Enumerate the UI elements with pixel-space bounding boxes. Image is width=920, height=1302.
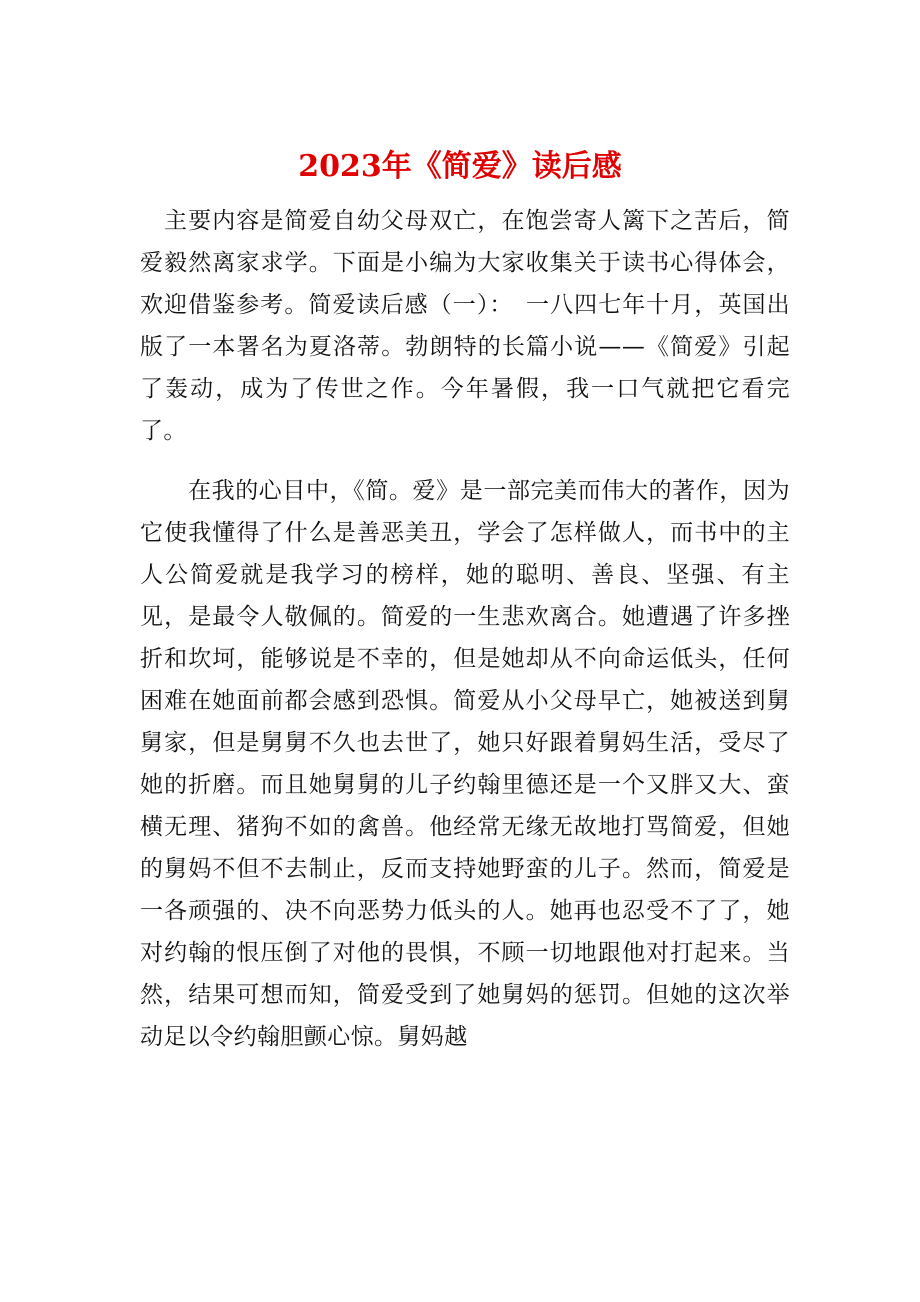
paragraph-main: 在我的心目中，《简。爱》是一部完美而伟大的著作，因为它使我懂得了什么是善恶美丑，学会了怎样做人，而书中的主人公简爱就是我学习的榜样，她的聪明、善良、坚强、有主见，是最令人敬佩的。简爱的一生悲欢离合。她遭遇了许多挫折和坎坷，能够说是不幸的，但是她却从不向命运低头，任何困难在她面前都会感到恐惧。简爱从小父母早亡，她被送到舅舅家，但是舅舅不久也去世了，她只好跟着舅妈生活，受尽了她的折磨。而且她舅舅的儿子约翰里德还是一个又胖又大、蛮横无理、猪狗不如的禽兽。他经常无缘无故地打骂简爱，但她的舅妈不但不去制止，反而支持她野蛮的儿子。然而，简爱是一各顽强的、决不向恶势力低头的人。她再也忍受不了了，她对约翰的恨压倒了对他的畏惧，不顾一切地跟他对打起来。当然，结果可想而知，简爱受到了她舅妈的惩罚。但她的这次举动足以令约翰胆颤心惊。舅妈越 <box>140 478 790 1050</box>
paragraph-intro: 主要内容是简爱自幼父母双亡，在饱尝寄人篱下之苦后，简爱毅然离家求学。下面是小编为大家收集关于读书心得体会，欢迎借鉴参考。简爱读后感（一）： 一八四七年十月，英国出版了一本署名为夏洛蒂。勃朗特的长篇小说——《简爱》引起了轰动，成为了传世之作。今年暑假，我一口气就把它看完了。 <box>140 208 790 444</box>
document-title: 2023年《简爱》读后感 <box>298 149 622 184</box>
document-body <box>140 200 790 1058</box>
